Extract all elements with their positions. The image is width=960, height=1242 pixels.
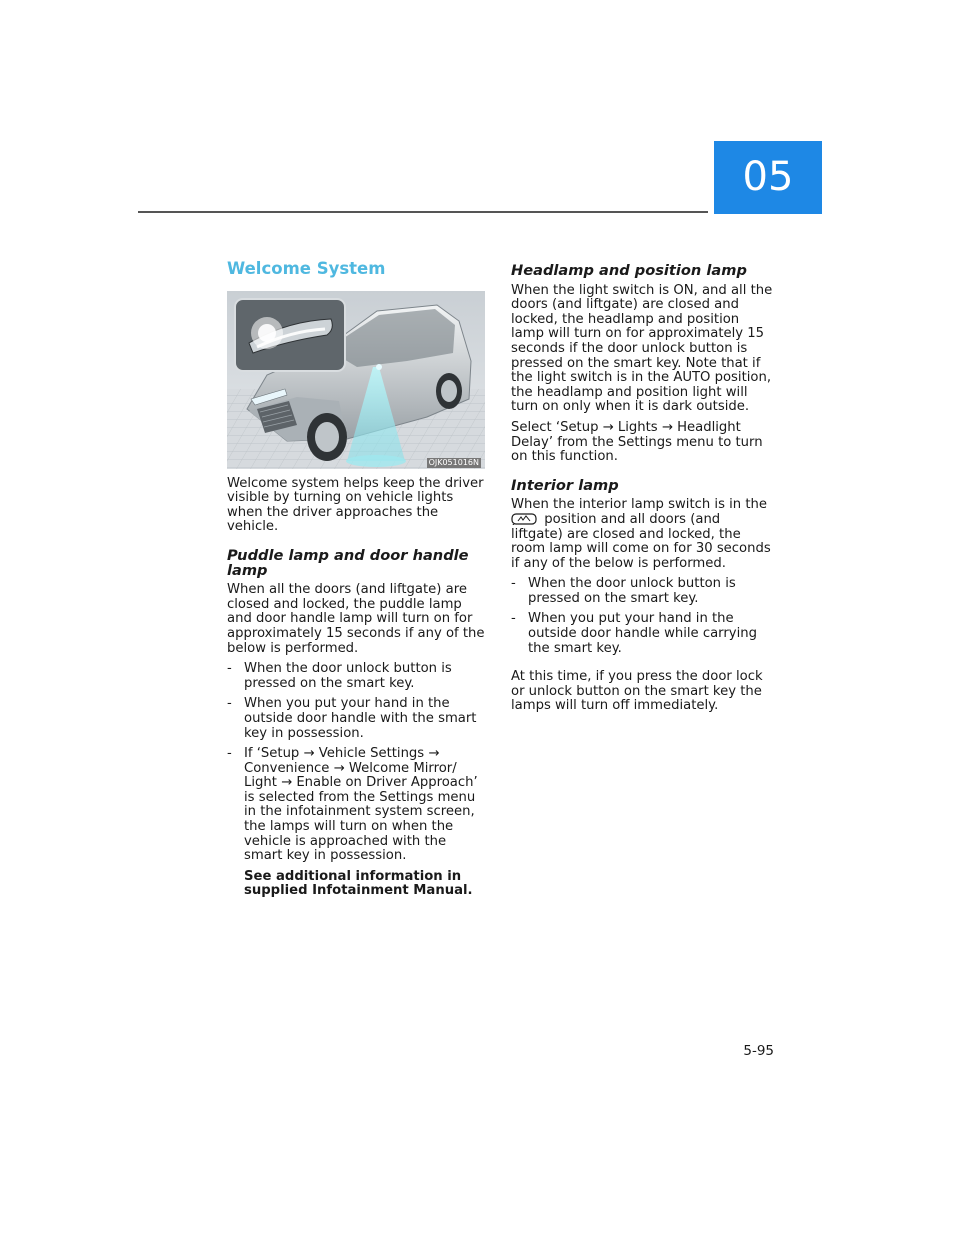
interior-closing: At this time, if you press the door lock or unlock button on the smart key the lamps will turn off immediately. [511, 669, 763, 714]
headlamp-heading: Headlamp and position lamp [511, 262, 747, 279]
left-column [227, 259, 487, 905]
chapter-tab: 05 [714, 141, 822, 214]
car-illustration-svg [227, 291, 485, 469]
list-item [227, 697, 487, 741]
figure-code: OJK051016N [428, 457, 479, 467]
dash-mark: - [511, 576, 516, 592]
interior-lamp-list [511, 577, 773, 656]
headlamp-body: When the light switch is ON, and all the doors (and liftgate) are closed and locked, the headlamp and position lamp will turn on for approximately 15 seconds if the door unlock button is pressed on the smart key. Note that if the light switch is in the AUTO position, the headlamp and position light will turn on only when it is dark outside. [511, 282, 773, 415]
list-item-text: If ‘Setup → Vehicle Settings → Convenience → Welcome Mirror/ Light → Enable on Driver Approach’ is selected from the Settings menu in the infotainment system screen, the lamps will turn on when the vehicle is approached with the smart key in possession. [244, 746, 478, 864]
dash-mark: - [227, 696, 232, 712]
puddle-lamp-list [227, 662, 487, 899]
list-item [511, 612, 773, 656]
interior-lamp-body [511, 498, 773, 571]
dash-mark: - [511, 611, 516, 627]
list-item [511, 577, 773, 606]
list-item-text: When you put your hand in the outside door handle while carrying the smart key. [528, 611, 757, 656]
interior-body-post: position and all doors (and liftgate) are closed and locked, the room lamp will come on for 30 seconds if any of the below is performed. [511, 511, 771, 571]
section-title: Welcome System [227, 259, 386, 278]
interior-lamp-heading: Interior lamp [511, 476, 619, 494]
dash-mark: - [227, 746, 232, 762]
puddle-lamp-heading: Puddle lamp and door handle lamp [227, 546, 469, 579]
intro-paragraph: Welcome system helps keep the driver visible by turning on vehicle lights when the driver approaches the vehicle. [227, 475, 484, 535]
header-rule [138, 211, 708, 213]
interior-body-pre: When the interior lamp switch is in the [511, 497, 767, 513]
door-lamp-icon [511, 513, 537, 525]
list-item [227, 747, 487, 899]
page-number: 5-95 [743, 1043, 774, 1059]
right-column [511, 262, 773, 720]
list-item-text: When the door unlock button is pressed on the smart key. [244, 661, 452, 691]
list-item-text: When the door unlock button is pressed on the smart key. [528, 576, 736, 606]
car-illustration [227, 291, 485, 469]
list-item-text: When you put your hand in the outside door handle with the smart key in possession. [244, 696, 477, 741]
puddle-lamp-body: When all the doors (and liftgate) are closed and locked, the puddle lamp and door handle lamp will turn on for approximately 15 seconds if any of the below is performed. [227, 582, 485, 656]
dash-mark: - [227, 661, 232, 677]
headlamp-select: Select ‘Setup → Lights → Headlight Delay’ from the Settings menu to turn on this function. [511, 419, 763, 465]
list-item [227, 662, 487, 691]
infotainment-note: See additional information in supplied Infotainment Manual. [244, 868, 473, 899]
